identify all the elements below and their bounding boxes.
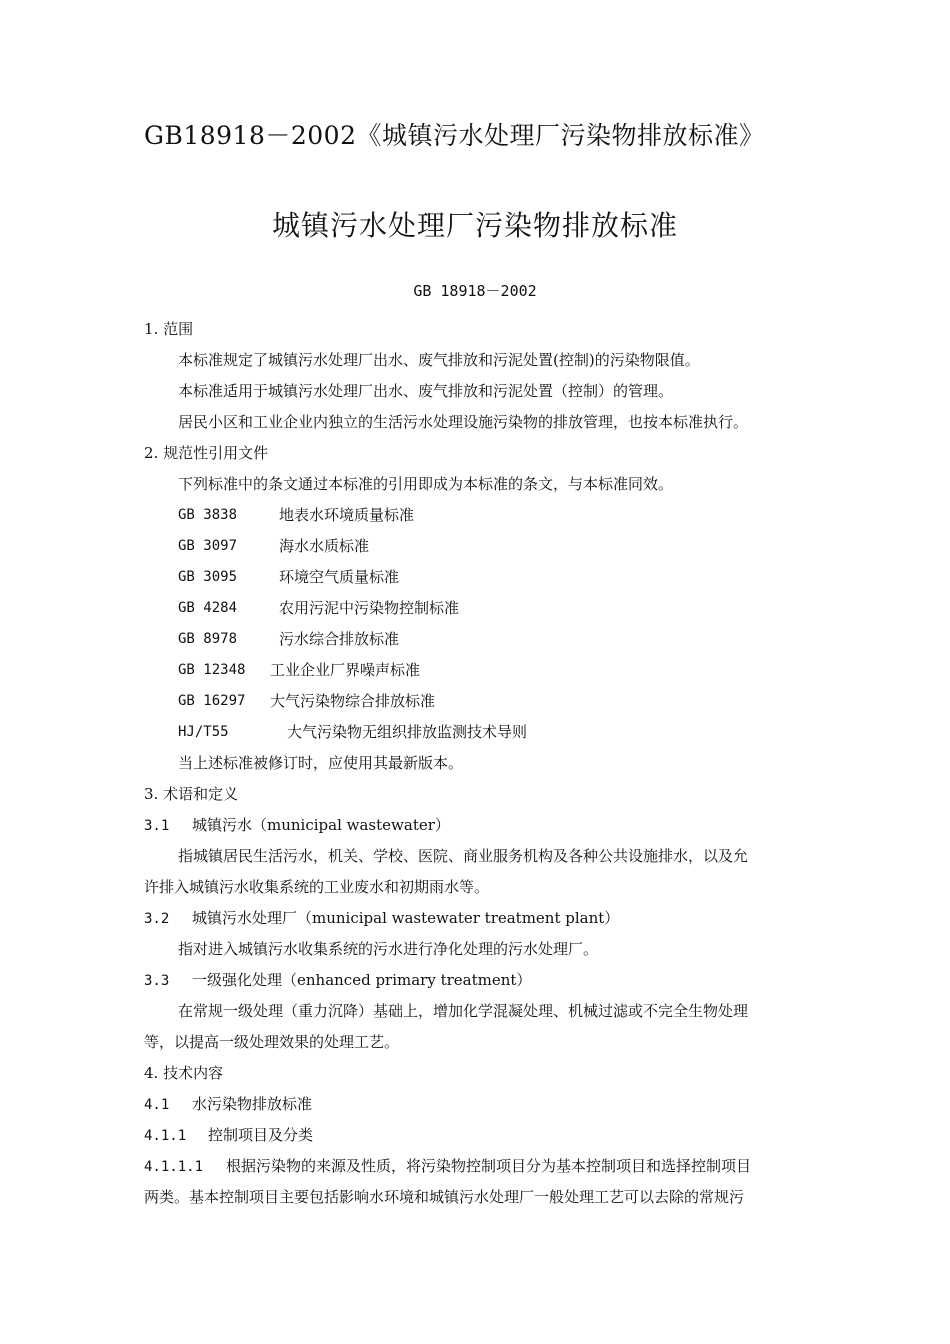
subsection-title: 控制项目及分类 (208, 1126, 314, 1144)
reference-name: 环境空气质量标准 (279, 568, 400, 586)
term-title: 城镇污水处理厂（municipal wastewater treatment plant） (192, 909, 620, 927)
term-title: 城镇污水（municipal wastewater） (192, 816, 450, 834)
term-heading (144, 810, 812, 841)
section-heading-scope: 1. 范围 (144, 320, 194, 338)
paragraph: 在常规一级处理（重力沉降）基础上，增加化学混凝处理、机械过滤或不完全生物处理 (178, 1002, 749, 1020)
term-heading (144, 903, 812, 934)
reference-name: 大气污染物综合排放标准 (270, 692, 436, 710)
reference-item (144, 531, 812, 562)
reference-code: GB 8978 (178, 631, 238, 647)
paragraph: 居民小区和工业企业内独立的生活污水处理设施污染物的排放管理，也按本标准执行。 (178, 413, 749, 431)
subsection-heading (144, 1089, 812, 1120)
paragraph: 指城镇居民生活污水，机关、学校、医院、商业服务机构及各种公共设施排水，以及允 (178, 847, 749, 865)
subsection-number: 4.1.1 (144, 1128, 187, 1144)
main-title: GB18918－2002《城镇污水处理厂污染物排放标准》 (144, 121, 765, 150)
reference-item (144, 500, 812, 531)
term-heading (144, 965, 812, 996)
paragraph: 两类。基本控制项目主要包括影响水环境和城镇污水处理厂一般处理工艺可以去除的常规污 (144, 1188, 745, 1206)
paragraph: 许排入城镇污水收集系统的工业废水和初期雨水等。 (144, 878, 490, 896)
reference-code: HJ/T55 (178, 724, 229, 740)
paragraph: 等，以提高一级处理效果的处理工艺。 (144, 1033, 400, 1051)
reference-item (144, 593, 812, 624)
reference-code: GB 3838 (178, 507, 238, 523)
subsection-title: 水污染物排放标准 (192, 1095, 313, 1113)
term-title: 一级强化处理（enhanced primary treatment） (192, 971, 532, 989)
reference-item (144, 686, 812, 717)
reference-code: GB 4284 (178, 600, 238, 616)
reference-item (144, 717, 812, 748)
reference-item (144, 655, 812, 686)
clause-text: 根据污染物的来源及性质，将污染物控制项目分为基本控制项目和选择控制项目 (226, 1157, 752, 1175)
reference-name: 污水综合排放标准 (279, 630, 400, 648)
term-number: 3.1 (144, 818, 170, 834)
standard-code: GB 18918－2002 (413, 282, 537, 300)
term-number: 3.3 (144, 973, 170, 989)
clause-line (144, 1151, 812, 1182)
reference-name: 地表水环境质量标准 (279, 506, 415, 524)
reference-name: 大气污染物无组织排放监测技术导则 (287, 723, 528, 741)
reference-code: GB 3095 (178, 569, 238, 585)
document-body (144, 314, 812, 1213)
reference-name: 海水水质标准 (279, 537, 370, 555)
section-heading-references: 2. 规范性引用文件 (144, 444, 269, 462)
term-number: 3.2 (144, 911, 170, 927)
standard-title: 城镇污水处理厂污染物排放标准 (271, 209, 678, 242)
reference-item (144, 624, 812, 655)
paragraph: 当上述标准被修订时，应使用其最新版本。 (178, 754, 464, 772)
reference-code: GB 12348 (178, 662, 246, 678)
paragraph: 本标准规定了城镇污水处理厂出水、废气排放和污泥处置(控制)的污染物限值。 (178, 351, 700, 369)
reference-item (144, 562, 812, 593)
reference-code: GB 3097 (178, 538, 238, 554)
reference-code: GB 16297 (178, 693, 246, 709)
paragraph: 指对进入城镇污水收集系统的污水进行净化处理的污水处理厂。 (178, 940, 599, 958)
paragraph: 本标准适用于城镇污水处理厂出水、废气排放和污泥处置（控制）的管理。 (178, 382, 674, 400)
paragraph: 下列标准中的条文通过本标准的引用即成为本标准的条文，与本标准同效。 (178, 475, 674, 493)
reference-name: 工业企业厂界噪声标准 (270, 661, 421, 679)
subsection-number: 4.1 (144, 1097, 170, 1113)
clause-number: 4.1.1.1 (144, 1159, 204, 1175)
reference-name: 农用污泥中污染物控制标准 (279, 599, 460, 617)
subsection-heading (144, 1120, 812, 1151)
section-heading-terms: 3. 术语和定义 (144, 785, 239, 803)
section-heading-technical: 4. 技术内容 (144, 1064, 224, 1082)
